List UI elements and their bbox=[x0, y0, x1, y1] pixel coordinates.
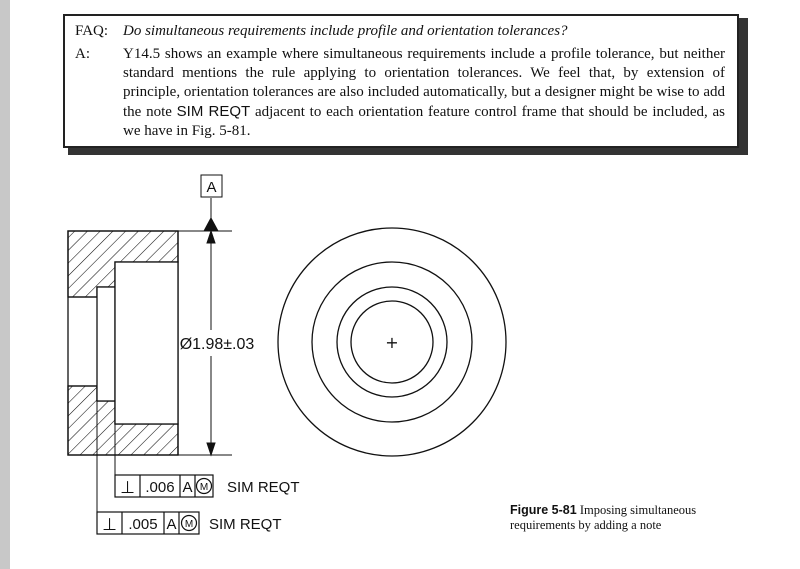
answer-label: A: bbox=[75, 46, 90, 62]
datum-label: A bbox=[206, 179, 217, 196]
fcf2-tolerance: .005 bbox=[128, 516, 158, 533]
fcf1-datum: A bbox=[182, 479, 193, 496]
faq-label: FAQ: bbox=[75, 23, 109, 39]
fcf2-modifier: M bbox=[184, 519, 194, 530]
section-view bbox=[68, 231, 178, 455]
datum-triangle bbox=[204, 218, 218, 231]
fcf2-datum: A bbox=[166, 516, 177, 533]
faq-question: Do simultaneous requirements include profile and orientation tolerances? bbox=[123, 23, 568, 39]
dimension bbox=[178, 175, 232, 455]
fcf1-sim-reqt: SIM REQT bbox=[227, 479, 300, 496]
answer-text-2: adjacent to each orientation feature control frame that should be included, as we have in Fig. 5-81. bbox=[123, 104, 725, 139]
arrow-up bbox=[207, 231, 215, 243]
figure-caption bbox=[510, 503, 750, 533]
figure-number: Figure 5-81 bbox=[510, 503, 577, 517]
center-mark: + bbox=[385, 333, 399, 352]
fcf1-modifier: M bbox=[199, 482, 209, 493]
sim-reqt-note: SIM REQT bbox=[176, 103, 251, 120]
arrow-down bbox=[207, 443, 215, 455]
fcf2-perpendicularity-symbol: ⊥ bbox=[102, 515, 117, 534]
diameter-dimension: Ø1.98±.03 bbox=[179, 336, 255, 353]
fcf2-sim-reqt: SIM REQT bbox=[209, 516, 282, 533]
fcf1-perpendicularity-symbol: ⊥ bbox=[120, 478, 135, 497]
answer-text-1: Y14.5 shows an example where simultaneous requirements include a profile tolerance, but neither standard mentions the rule applying to orientation tolerances. We feel that, by extension of principle, orientation tolerances are also included automatically, but a designer might be wise to add the note bbox=[123, 46, 725, 120]
counterbore bbox=[115, 262, 178, 424]
counterbore-step bbox=[97, 287, 115, 401]
caption-text: Imposing simultaneous requirements by adding a note bbox=[510, 503, 697, 532]
fcf1-tolerance: .006 bbox=[145, 479, 175, 496]
